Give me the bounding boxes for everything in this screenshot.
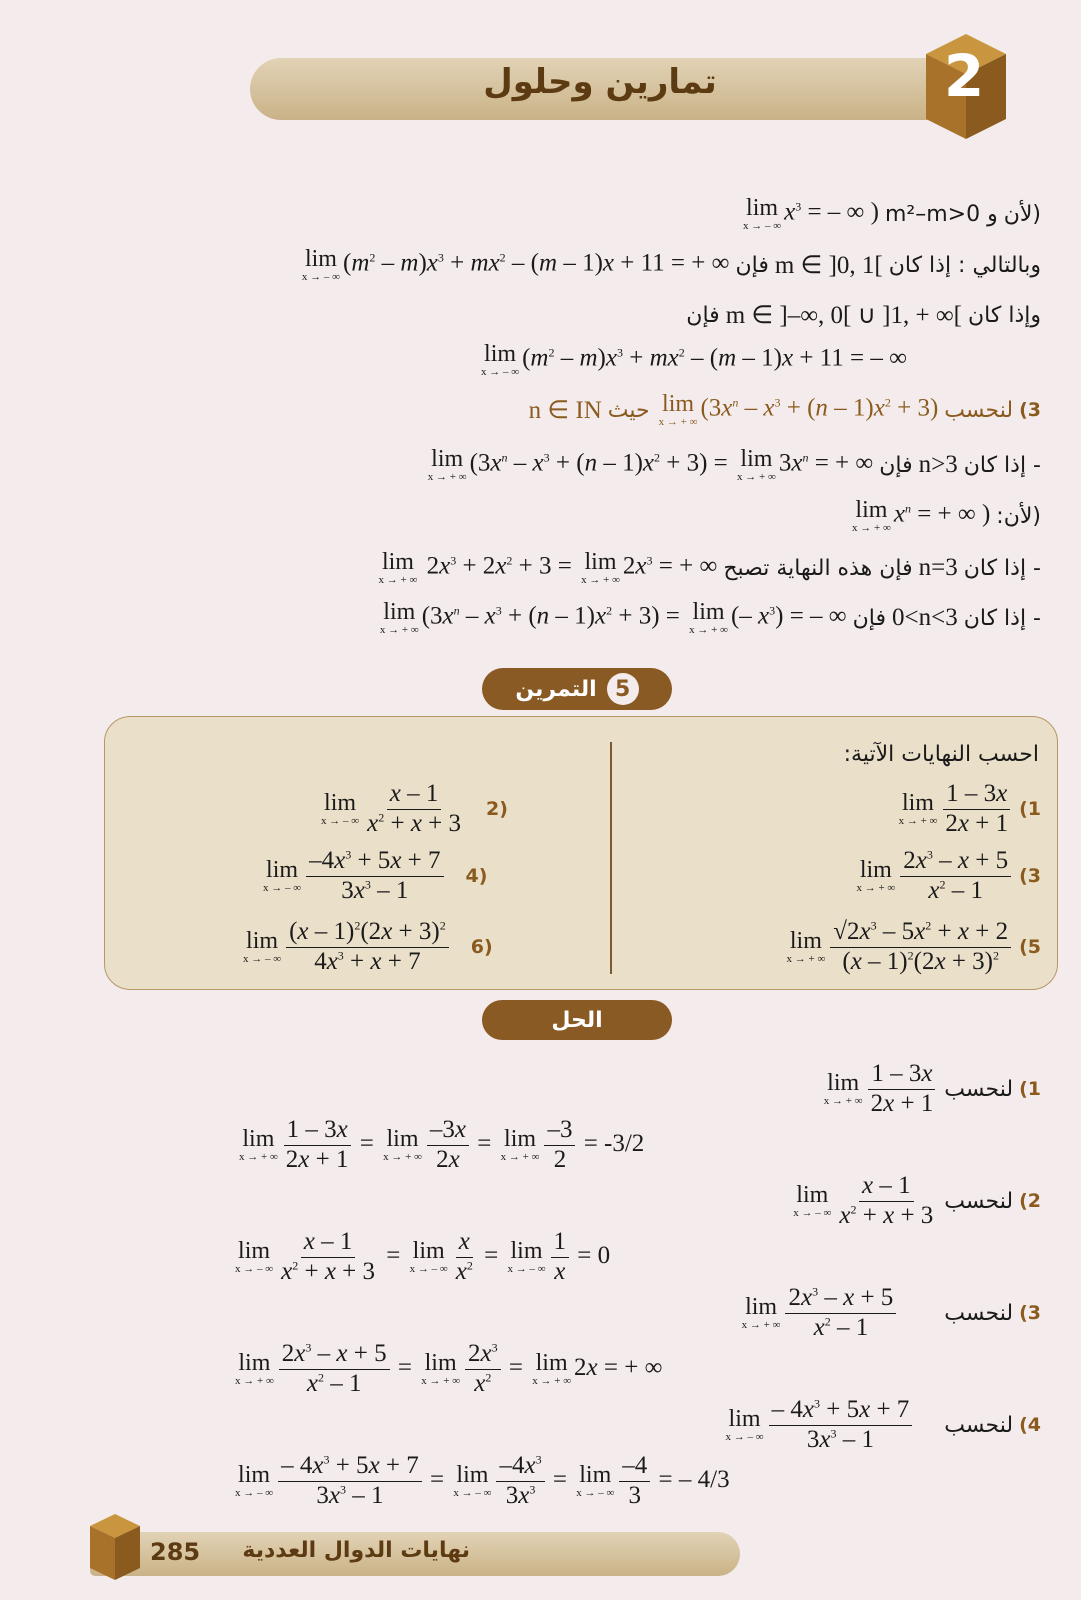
case-condition: 0<n<3 xyxy=(892,604,958,631)
then-label: فإن xyxy=(879,452,913,478)
limit-expression: lim x → – ∞ $\frac{x - 1}{x^2 + x + 3}$ = lim x → – ∞ $\frac{x}{x^2}$ = lim x → – ∞ $\frac{1}{x}$ = 0 xyxy=(235,1228,611,1285)
exercise-badge-label: التمرين xyxy=(515,676,597,702)
compute-label: لنحسب xyxy=(944,1188,1014,1214)
limit-expression: lim x → – ∞ $(m^2 - m)x^3 + mx^2 - (m - 1)x + 11$ = – ∞ xyxy=(481,341,907,378)
limit-expression: lim x → – ∞ $\frac{- 4x^3 + 5x + 7}{3x^3 - 1}$ = lim x → – ∞ $\frac{-4x^3}{3x^3}$ = lim x → – ∞ $\frac{-4}{3}$ = – 4/3 xyxy=(235,1452,730,1509)
limit-expression: lim x → – ∞ $(m^2 - m)x^3 + mx^2 - (m - 1)x + 11$ = + ∞ xyxy=(301,246,730,283)
because-label: (لأن xyxy=(1003,201,1041,227)
limit-expression: lim x → – ∞ $\frac{- 4x^3 + 5x + 7}{3x^3 - 1}$ xyxy=(723,1396,915,1455)
limit-expression: lim x → + ∞ $(3x^n - x^3 + (n - 1)x^2 + 3)$ = lim x → + ∞ $3x^n$ = + ∞ xyxy=(427,446,874,483)
part5-case2 xyxy=(376,550,1041,586)
compute-label: لنحسب xyxy=(944,1076,1014,1102)
compute-label: لنحسب xyxy=(944,1412,1014,1438)
solution-3-steps xyxy=(232,1340,662,1399)
exercise-item-3 xyxy=(853,847,1041,906)
set-expression: m ∈ ]0, 1[ xyxy=(774,252,883,279)
footer-cube-icon xyxy=(84,1508,146,1584)
exercise-badge-number: 5 xyxy=(607,673,639,705)
limit-expression: lim x → – ∞ $\frac{x - 1}{x^2 + x + 3}$ xyxy=(321,780,462,837)
part4-line3 xyxy=(686,300,1041,330)
solution-3-heading xyxy=(739,1284,1041,1343)
limit-expression: lim x → + ∞ $(3x^n - x^3 + (n - 1)x^2 + 3)$ xyxy=(658,391,939,428)
item-number: 3) xyxy=(1019,1302,1041,1325)
limit-expression: lim x → + ∞ $\frac{2x^3 - x + 5}{x^2 - 1}$ xyxy=(853,847,1013,906)
part5-because xyxy=(849,498,1041,534)
compute-label: لنحسب xyxy=(944,1300,1014,1326)
result-text: = -3/2 xyxy=(583,1129,645,1157)
part5-case1 xyxy=(425,447,1041,483)
footer-title: نهايات الدوال العددية xyxy=(242,1538,470,1563)
result-text: = – ∞ xyxy=(789,602,847,630)
set-expression: m ∈ ]–∞, 0[ ∪ ]1, + ∞[ xyxy=(725,302,963,329)
item-number: 1) xyxy=(1019,1078,1041,1101)
chapter-number: 2 xyxy=(943,42,985,110)
page-number: 285 xyxy=(150,1538,201,1566)
limit-expression: lim x → + ∞ $(3x^n - x^3 + (n - 1)x^2 + 3)$ = lim x → + ∞ (– $x^3$) = – ∞ xyxy=(379,599,847,636)
compute-label: لنحسب xyxy=(944,397,1014,423)
limit-expression: lim x → – ∞ $\frac{-4x^3 + 5x + 7}{3x^3 - 1}$ xyxy=(260,847,446,906)
case-condition: n>3 xyxy=(918,451,958,478)
item-number: 1) xyxy=(1019,798,1041,821)
exercise-item-2 xyxy=(318,780,508,839)
limit-expression: lim x → – ∞ $\frac{x - 1}{x^2 + x + 3}$ xyxy=(793,1172,934,1229)
set-expression: n ∈ IN xyxy=(528,397,602,424)
result-text: = + ∞ xyxy=(814,449,874,477)
result-text: = + ∞ xyxy=(603,1353,663,1381)
condition-text: و m²–m>0 xyxy=(884,201,998,227)
where-label: حيث xyxy=(607,397,650,423)
solution-4-steps xyxy=(232,1452,730,1511)
item-number: 3) xyxy=(1019,399,1041,421)
result-text: = 0 xyxy=(577,1241,611,1269)
part4-line4 xyxy=(478,342,907,378)
exercise-item-5 xyxy=(784,918,1042,977)
item-number: 2) xyxy=(1019,1190,1041,1213)
exercise-badge xyxy=(482,668,672,710)
limit-expression: lim x → + ∞ $\frac{2x^3 - x + 5}{x^2 - 1}$ = lim x → + ∞ $\frac{2x^3}{x^2}$ = lim x → + ∞ 2x = + ∞ xyxy=(235,1340,663,1397)
case-label: - إذا كان xyxy=(963,452,1041,478)
limit-expression: lim x → + ∞ $\frac{2x^3 - x + 5}{x^2 - 1}$ xyxy=(739,1284,899,1343)
item-number: 5) xyxy=(1019,936,1041,959)
exercise-instruction: احسب النهايات الآتية: xyxy=(843,742,1039,767)
exercise-item-4 xyxy=(260,847,487,906)
solution-4-heading xyxy=(723,1396,1041,1455)
page-title: تمارين وحلول xyxy=(483,62,717,102)
then-label: فإن xyxy=(735,252,769,278)
limit-expression: lim x → + ∞ $\frac{√2x^3 - 5x^2 + x + 2}{(x - 1)^2(2x + 3)^2}$ xyxy=(784,918,1014,977)
item-number: 3) xyxy=(1019,865,1041,888)
then-label: فإن xyxy=(686,302,720,328)
then-label: فإن xyxy=(852,605,887,631)
case-label: - إذا كان xyxy=(963,555,1041,581)
part5-case3 xyxy=(377,600,1041,636)
item-number: 2) xyxy=(486,798,508,821)
then-label: فإن هذه النهاية تصبح xyxy=(723,555,913,581)
solution-2-steps xyxy=(232,1228,610,1287)
solution-1-heading xyxy=(821,1060,1041,1119)
exercise-item-1 xyxy=(896,780,1041,839)
solution-badge-label: الحل xyxy=(551,1007,603,1033)
limit-expression: lim x → + ∞ $2x^3 + 2x^2 + 3$ = lim x → + ∞ $2x^3$ = + ∞ xyxy=(378,549,718,586)
limit-expression: lim x → + ∞ $\frac{1 - 3x}{2x + 1}$ xyxy=(821,1060,939,1119)
limit-expression: lim x → – ∞ $\frac{(x - 1)^2(2x + 3)^2}{4x^3 + x + 7}$ xyxy=(240,918,451,977)
item-number: 4) xyxy=(1019,1414,1041,1437)
case-label: - إذا كان xyxy=(963,605,1041,631)
limit-expression: lim x → – ∞ $x^3$ = – ∞ ) xyxy=(743,195,879,232)
result-text: = + ∞ xyxy=(670,249,730,277)
result-text: = + ∞ xyxy=(658,552,718,580)
part4-line2 xyxy=(299,247,1041,283)
part5-heading xyxy=(529,392,1041,428)
result-text: = – ∞ xyxy=(807,198,865,226)
solution-2-heading xyxy=(790,1172,1041,1231)
case-condition: n=3 xyxy=(918,554,958,581)
item-number: 4) xyxy=(465,865,488,888)
result-text: = – 4/3 xyxy=(658,1465,730,1493)
limit-expression: lim x → + ∞ $\frac{1 - 3x}{2x + 1}$ xyxy=(896,780,1014,839)
limit-expression: lim x → + ∞ $\frac{1 - 3x}{2x + 1}$ = lim x → + ∞ $\frac{-3x}{2x}$ = lim x → + ∞ $\frac{-3}{2}$ = -3/2 xyxy=(239,1116,645,1173)
result-text: = – ∞ xyxy=(850,344,907,372)
item-number: 6) xyxy=(470,936,493,959)
exercise-item-6 xyxy=(240,918,493,977)
else-if-label: وإذا كان xyxy=(968,302,1041,328)
result-text: = + ∞ ) xyxy=(917,500,991,528)
part4-line1 xyxy=(740,196,1041,232)
solution-badge xyxy=(482,1000,672,1040)
limit-expression: lim x → + ∞ $x^n$ = + ∞ ) xyxy=(852,497,991,534)
exercise-divider xyxy=(610,742,612,974)
then-if-label: وبالتالي : إذا كان xyxy=(888,252,1041,278)
solution-1-steps xyxy=(236,1116,644,1175)
because-label: (لأن: xyxy=(996,503,1041,529)
